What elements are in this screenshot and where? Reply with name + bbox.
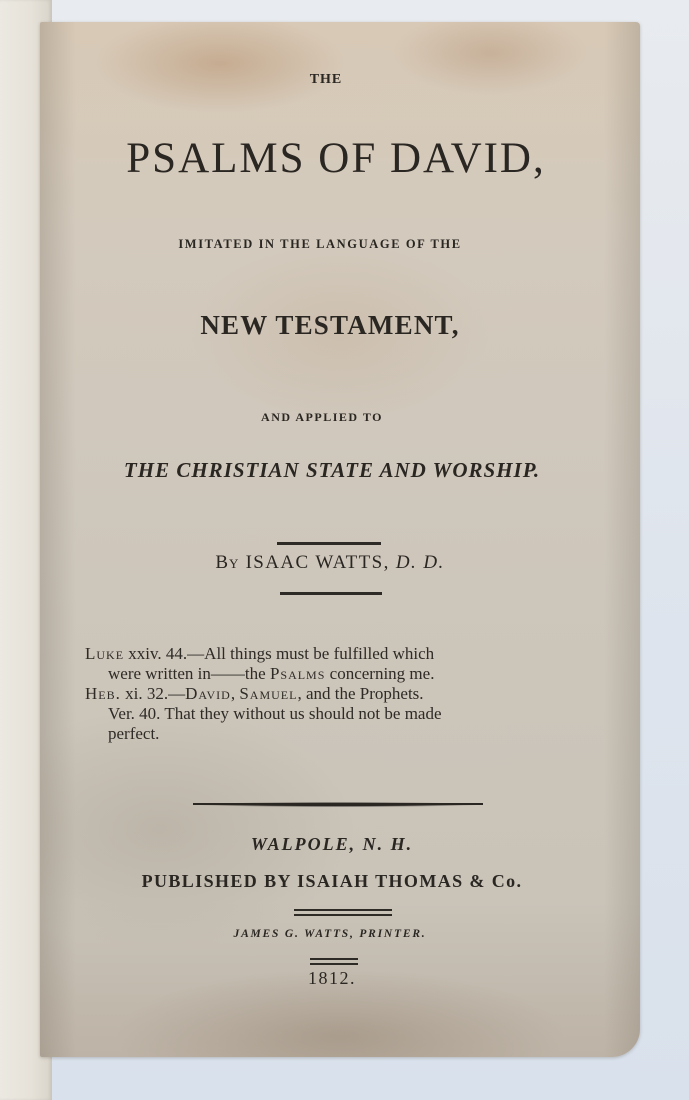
epigraph-luke-line-1 [85,644,605,664]
heb-samuel: Samuel [239,684,298,703]
imprint-publisher: PUBLISHED BY ISAIAH THOMAS & Co. [141,871,523,891]
article-the: THE [309,72,343,87]
double-rule-top-2 [294,914,392,916]
book-title: PSALMS OF DAVID, [126,135,546,182]
epigraph-heb-line-3: perfect. [108,724,160,743]
subtitle-line: IMITATED IN THE LANGUAGE OF THE [178,237,462,251]
epigraph-heb-line-1 [85,684,605,704]
swell-rule-center [193,802,483,807]
author-rule-bottom [280,592,382,595]
epigraph-luke-line-2 [85,664,605,684]
double-rule-bottom-2 [310,963,358,965]
epigraph-heb-line-2: Ver. 40. That they without us should not be made [108,704,442,723]
heb-citation: xi. 32.— [120,684,186,703]
luke-psalms: Psalms [269,664,326,683]
title-page [40,22,640,1057]
new-testament-heading: NEW TESTAMENT, [200,310,460,340]
luke-text-2a: were written in——the [108,664,270,683]
author-degree: D. D. [395,552,445,573]
luke-text-2b: concerning me. [325,664,435,683]
luke-text-1: —All things must be fulfilled which [187,644,435,663]
luke-citation: xxiv. 44. [124,644,188,663]
author-rule-top [277,542,381,545]
applied-to-line: AND APPLIED TO [261,410,383,424]
heb-reference: Heb. [85,684,121,703]
double-rule-top-1 [294,909,392,911]
heb-david: David [185,684,231,703]
christian-state-line: THE CHRISTIAN STATE AND WORSHIP. [123,458,541,482]
epigraph [85,644,605,744]
imprint-printer: JAMES G. WATTS, PRINTER. [233,928,427,940]
imprint-place: WALPOLE, N. H. [250,834,414,854]
author-prefix: By [215,552,240,573]
luke-reference: Luke [85,644,125,663]
author-name: ISAAC WATTS, [239,552,396,573]
heb-sep: , [230,684,240,703]
author-line [30,552,630,574]
double-rule-bottom-1 [310,958,358,960]
heb-text-1: , and the Prophets. [297,684,424,703]
imprint-year: 1812. [308,968,356,988]
